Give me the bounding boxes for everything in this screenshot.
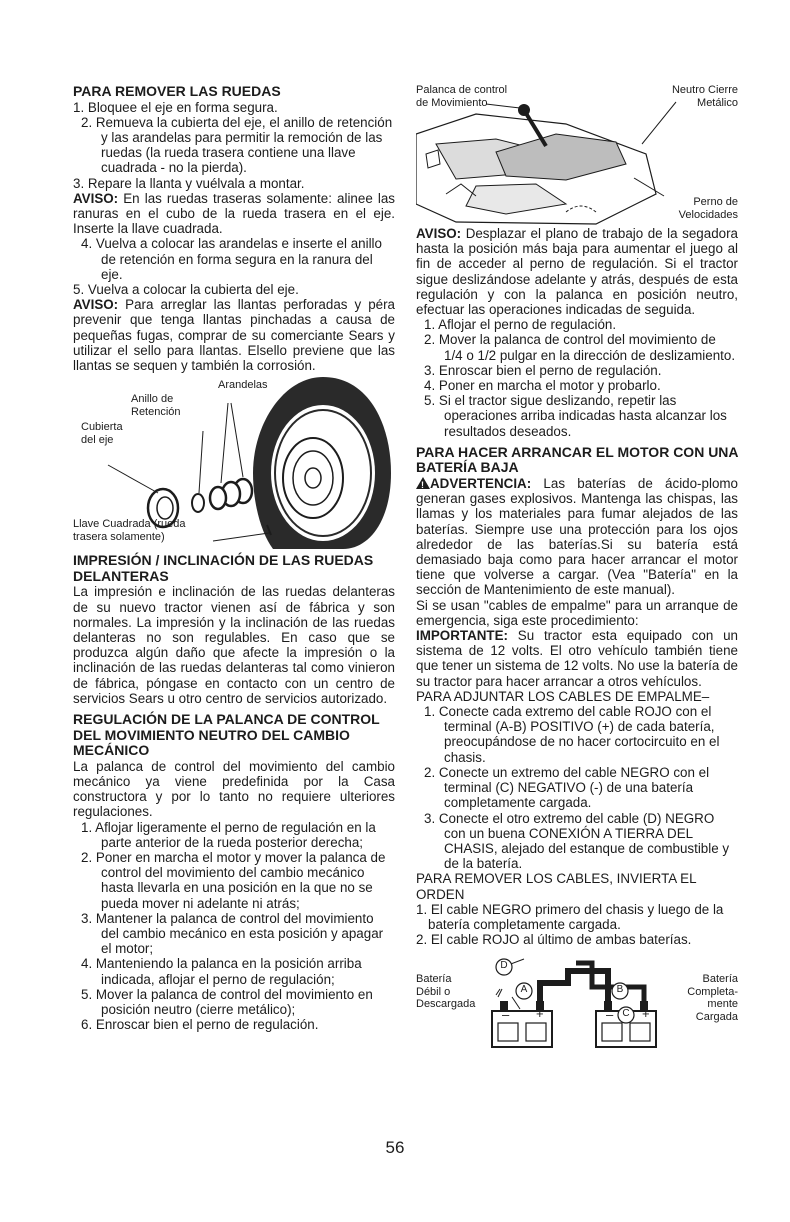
aviso-1-label: AVISO: <box>73 190 119 206</box>
remove-wheels-aviso-2 <box>73 297 395 373</box>
label-palanca-control: Palanca de control de Movimiento <box>416 84 508 109</box>
lever-aviso-text: Desplazar el plano de trabajo de la segadora hasta la posición más baja para aumentar el juego al fin de acceder al perno de regulación. Si el tractor sigue deslizándose adelante y atrás, después de esta regulación y con la palanca en posición neutro, efectuar las operaciones indicadas de seguida. <box>416 226 738 318</box>
right-column <box>416 84 738 1049</box>
battery-important <box>416 628 738 689</box>
label-cubierta-eje: Cubierta del eje <box>81 421 123 446</box>
lever-intro: La palanca de control del movimiento del cambio mecánico ya viene predefinida por la Casa constructora y por lo tanto no requiere ulteriores regulaciones. <box>73 758 395 820</box>
slide-step-5: 5. Si el tractor sigue deslizando, repetir las operaciones arriba indicadas hasta alcanzar los resultados deseados. <box>424 393 727 439</box>
remove-cables-title: PARA REMOVER LOS CABLES, INVIERTA EL ORDEN <box>416 871 697 902</box>
aviso-2-label: AVISO: <box>73 297 119 313</box>
battery-warning-label: ADVERTENCIA: <box>430 476 532 492</box>
label-a: A <box>520 984 528 996</box>
lever-aviso-label: AVISO: <box>416 226 462 241</box>
remove-wheels-step-1: 1. Bloquee el eje en forma segura. <box>73 99 278 115</box>
battery-warning-text: Las baterías de ácido-plomo generan gases explosivos. Mantenga las chispas, las llamas y los materiales para fumar alejados de las baterías. Siempre use una protección para los ojos alrededor de las baterías.Si su batería está demasiado baja como para hacer arrancar el motor tiene que volverse a cargar. (Vea "Batería" en la sección de Mantenimiento de este manual). <box>416 476 738 598</box>
remove-wheels-aviso-1 <box>73 191 395 237</box>
connect-cables-title: PARA ADJUNTAR LOS CABLES DE EMPALME– <box>416 688 710 704</box>
battery-para2: Si se usan "cables de empalme" para un arranque de emergencia, siga este procedimiento: <box>416 597 738 628</box>
full-minus-sign: – <box>606 1007 614 1023</box>
slide-step-4: 4. Poner en marcha el motor y probarlo. <box>424 378 661 394</box>
lever-step-2: 2. Poner en marcha el motor y mover la palanca de control del movimiento del cambio mecánico hasta llevarla en una posición en la que no se pueda mover ni adelante ni atrás; <box>81 850 386 911</box>
label-anillo-retencion: Anillo de Retención <box>131 393 181 418</box>
lever-step-5: 5. Mover la palanca de control del movimiento en posición neutro (cierre metálico); <box>81 986 373 1018</box>
label-bateria-cargada: Batería Completa- mente Cargada <box>687 973 738 1023</box>
label-llave-cuadrada: Llave Cuadrada (rueda trasera solamente) <box>73 518 186 543</box>
label-arandelas: Arandelas <box>218 379 268 392</box>
connect-step-1: 1. Conecte cada extremo del cable ROJO con el terminal (A-B) POSITIVO (+) de cada batería, preocupándose de no hacer cortocircuito en el chasis. <box>424 704 720 765</box>
battery-warning <box>416 476 738 598</box>
slide-step-1: 1. Aflojar el perno de regulación. <box>424 317 617 333</box>
label-d: D <box>500 960 508 972</box>
impression-heading: IMPRESIÓN / INCLINACIÓN DE LAS RUEDAS DELANTERAS <box>73 552 374 584</box>
lever-step-3: 3. Mantener la palanca de control del movimiento del cambio mecánico en esta posición y apagar el motor; <box>81 910 384 957</box>
slide-step-2: 2. Mover la palanca de control del movimiento de 1/4 o 1/2 pulgar en la dirección de deslizamiento. <box>424 332 736 363</box>
remove-wheels-step-2: 2. Remueva la cubierta del eje, el anillo de retención y las arandelas para permitir la remoción de las ruedas (la rueda trasera contiene una llave cuadrada - no la pierda). <box>81 114 393 176</box>
impression-text: La impresión e inclinación de las ruedas delanteras de su nuevo tractor vienen así de fábrica y son normales. La impresión y la inclinación de las ruedas delanteras no son regulables. En caso que se produzca algún daño que afecte la impresión o la inclinación de las ruedas delanteras tal como vinieron de fábrica, póngase en contacto con un centro de servicios Sears u otro centro de servicios autorizado. <box>73 584 395 706</box>
connect-step-2: 2. Conecte un extremo del cable NEGRO con el terminal (C) NEGATIVO (-) de una batería completamente cargada. <box>424 764 710 811</box>
weak-plus-sign: + <box>536 1006 544 1022</box>
label-perno-velocidades: Perno de Velocidades <box>678 196 738 221</box>
slide-step-3: 3. Enroscar bien el perno de regulación. <box>424 362 662 378</box>
lever-step-6: 6. Enroscar bien el perno de regulación. <box>81 1017 319 1033</box>
remove-cables-step-2: 2. El cable ROJO al último de ambas baterías. <box>416 932 692 948</box>
aviso-1-text: En las ruedas traseras solamente: alinee las ranuras en el cubo de la rueda trasera en el eje. Inserte la llave cuadrada. <box>73 190 395 237</box>
jumper-cable-figure <box>416 953 738 1049</box>
label-bateria-debil: Batería Débil o Descargada <box>416 973 476 1011</box>
weak-minus-sign: – <box>502 1007 510 1023</box>
connect-step-3: 3. Conecte el otro extremo del cable (D) NEGRO con un buena CONEXIÓN A TIERRA DEL CHASIS, alejado del estanque de combustible y de la batería. <box>424 810 730 872</box>
warning-triangle-icon <box>416 477 430 489</box>
battery-important-label: IMPORTANTE: <box>416 628 508 644</box>
battery-important-text: Su tractor esta equipado con un sistema de 12 volts. El otro vehículo también tiene que tener un sistema de 12 volts. No use la batería de su tractor para hacer arrancar a otros vehículos. <box>416 628 738 689</box>
lever-step-1: 1. Aflojar ligeramente el perno de regulación en la parte anterior de la rueda posterior derecha; <box>81 819 376 850</box>
remove-cables-step-1: 1. El cable NEGRO primero del chasis y luego de la batería completamente cargada. <box>416 901 724 932</box>
label-b: B <box>616 984 624 996</box>
aviso-2-text: Para arreglar las llantas perforadas y péra prevenir que tenga llantas pinchadas a causa de pequeñas fugas, comprar de su comerciante Sears y utilizar el sello para llantas. Elsello previene que las llantas se sequen y también la corrosión. <box>73 297 395 374</box>
battery-heading: PARA HACER ARRANCAR EL MOTOR CON UNA BATERÍA BAJA <box>416 443 738 476</box>
page-number: 56 <box>385 1138 405 1157</box>
left-column <box>73 84 395 1033</box>
label-c: C <box>622 1008 630 1020</box>
full-plus-sign: + <box>642 1006 650 1022</box>
lever-step-4: 4. Manteniendo la palanca en la posición arriba indicada, aflojar el perno de regulación; <box>81 956 362 987</box>
remove-wheels-step-3: 3. Repare la llanta y vuélvala a montar. <box>73 175 305 191</box>
lever-figure <box>416 84 738 226</box>
label-neutro-cierre: Neutro Cierre Metálico <box>671 84 738 109</box>
lever-aviso <box>416 226 738 317</box>
remove-wheels-step-5: 5. Vuelva a colocar la cubierta del eje. <box>73 282 299 298</box>
remove-wheels-step-4: 4. Vuelva a colocar las arandelas e inserte el anillo de retención en forma segura en la ranura del eje. <box>81 236 382 282</box>
wheel-assembly-figure <box>73 373 395 549</box>
remove-wheels-heading: PARA REMOVER LAS RUEDAS <box>73 83 281 99</box>
lever-heading: REGULACIÓN DE LA PALANCA DE CONTROL DEL MOVIMIENTO NEUTRO DEL CAMBIO MECÁNICO <box>73 711 380 759</box>
